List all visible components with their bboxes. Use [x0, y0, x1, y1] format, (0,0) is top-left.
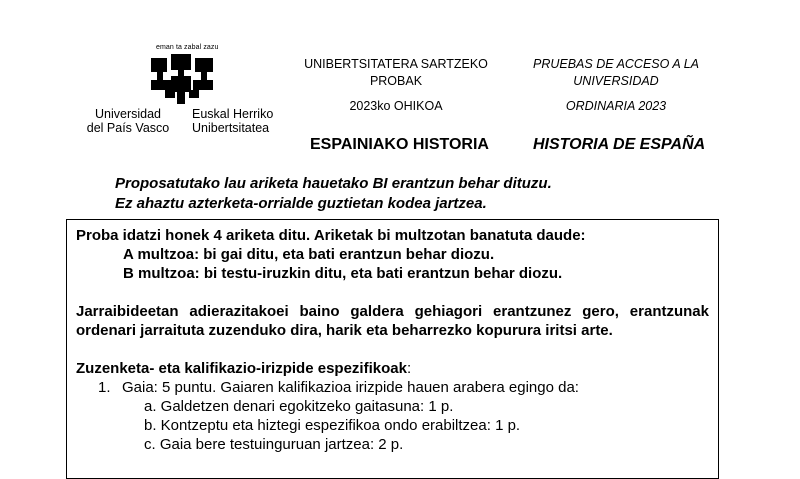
- box-intro: Proba idatzi honek 4 ariketa ditu. Ariketak bi multzotan banatuta daude:: [76, 227, 586, 244]
- university-emblem-icon: [149, 54, 217, 106]
- set-a-description: A multzoa: bi gai ditu, eta bati erantzun behar diozu.: [123, 246, 495, 263]
- instruction-line: Proposatutako lau ariketa hauetako BI erantzun behar dituzu.: [115, 175, 552, 192]
- session-eu: 2023ko OHIKOA: [349, 99, 443, 113]
- instruction-line: Ez ahaztu azterketa-orrialde guztietan kodea jartzea.: [115, 195, 487, 212]
- logo-motto: eman ta zabal zazu: [156, 44, 219, 51]
- logo-name-eu: Euskal Herriko Unibertsitatea: [192, 107, 274, 135]
- answer-order-warning: Jarraibideetan adierazitakoei baino galdera gehiagori erantzunez gero, erantzunak ordenari jarraituta zuzenduko dira, harik eta beharrezko kopurura iritsi arte.: [76, 303, 709, 339]
- criteria-item: 1. Gaia: 5 puntu. Gaiaren kalifikazioa irizpide hauen arabera egingo da:: [98, 379, 579, 396]
- header-title-eu: UNIBERTSITATERA SARTZEKO PROBAK: [304, 57, 488, 88]
- university-logo: [80, 44, 290, 139]
- subject-title-es: HISTORIA DE ESPAÑA: [533, 136, 706, 153]
- exam-info-box: [66, 219, 719, 479]
- session-es: ORDINARIA 2023: [565, 99, 667, 113]
- set-b-description: B multzoa: bi testu-iruzkin ditu, eta bati erantzun behar diozu.: [123, 265, 563, 282]
- criteria-subitem: b. Kontzeptu eta hiztegi espezifikoa ondo erabiltzea: 1 p.: [144, 417, 521, 434]
- header-title-es: PRUEBAS DE ACCESO A LA UNIVERSIDAD: [532, 57, 700, 88]
- criteria-subitem: a. Galdetzen denari egokitzeko gaitasuna: 1 p.: [144, 398, 454, 415]
- criteria-subitem: c. Gaia bere testuinguruan jartzea: 2 p.: [144, 436, 404, 453]
- criteria-title: Zuzenketa- eta kalifikazio-irizpide espezifikoak:: [76, 360, 412, 377]
- subject-title-eu: ESPAINIAKO HISTORIA: [310, 136, 489, 153]
- exam-instructions: [115, 174, 552, 214]
- logo-name-es: Universidad del País Vasco: [86, 107, 170, 135]
